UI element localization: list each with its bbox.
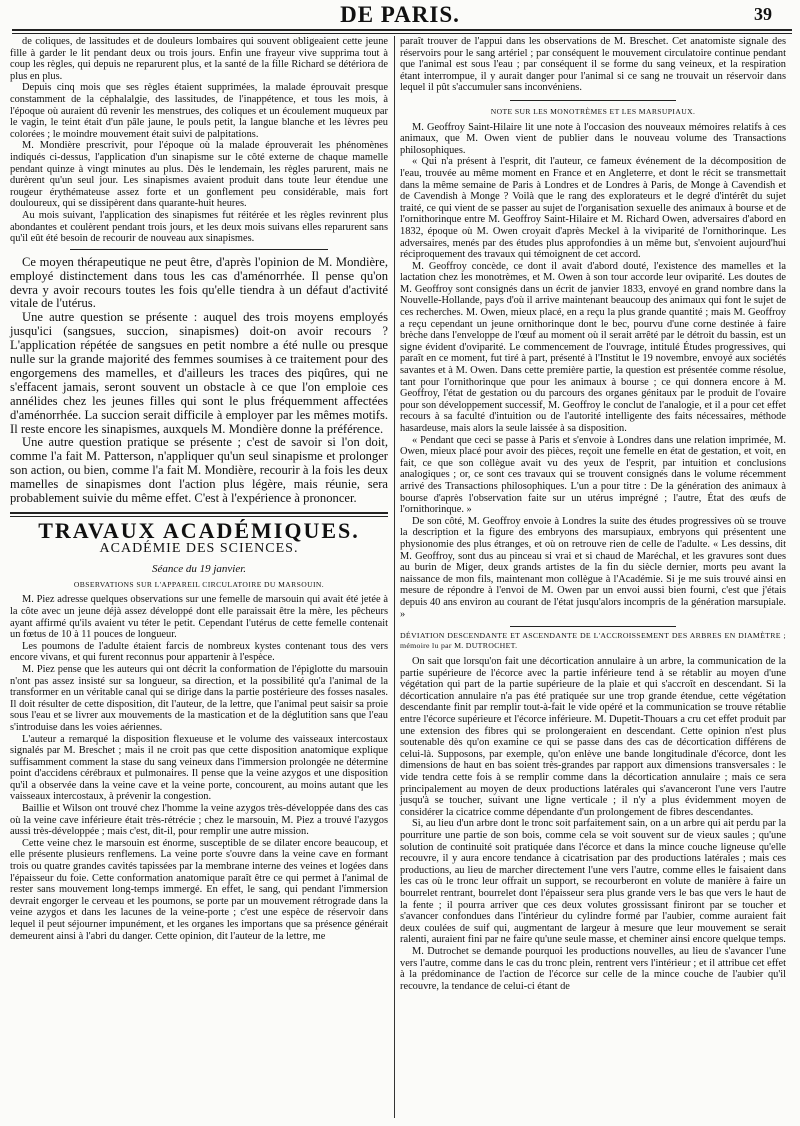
paragraph: De son côté, M. Geoffroy envoie à Londres la suite des études progressives où se trouve la description et la figure des embryons des marsupiaux, embryons qui présentent une physionomie des plus étranges, et où on retrouve rien de celle de l'adulte. « Les dessins, dit M. Geoffroy, sont dus au pinceau si vrai et si chaud de Maréchal, et les gravures sont dues au burin de Miger, deux grands artistes de la fin du siècle dernier, morts peu avant la naissance de mon fils, maintenant mon collègue à l'Académie. Si je me suis trouvé ainsi en mesure de répondre à l'envoi de M. Owen par un envoi aussi bien fourni, c'est que j'étais depuis 40 ans environ au courant de l'état jusqu'alors incompris de la génération marsupiale. » xyxy=(400,515,786,620)
paragraph: L'auteur a remarqué la disposition flexueuse et le volume des vaisseaux intercostaux signalés par M. Breschet ; mais il ne croit pas que cette disposition anatomique explique suffisamment comment la stase du sang veineux dans l'immersion prolongée ne détermine point d'accidens cérébraux et pulmonaires. Il pense que la veine azygos et une disposition qu'il a observée dans la veine cave et la veine porte, concourent, au moins autant que les vaisseaux intercostaux, à prévenir la congestion. xyxy=(10,733,388,803)
paragraph: « Pendant que ceci se passe à Paris et s'envoie à Londres dans une relation imprimée, M. Owen, mieux placé pour avoir des pièces, reçoit une femelle en état de gestation, et voit, en fait, ce que son collègue avait vu des yeux de l'esprit, par intuition et conclusions analogiques ; or, ce sont ces travaux qui se trouvent consignés dans le volume récemment arrivé des Transactions philosophiques. L'un a pour titre : De la génération des animaux à bourse d'après l'observation faite sur un utérus imprégné ; l'autre, État des œufs de l'ornithorinque. » xyxy=(400,434,786,516)
paragraph: Une autre question se présente : auquel des trois moyens employés jusqu'ici (sangsues, succion, sinapismes) doit-on avoir recours ? L'application répétée de sangsues en petit nombre a été nulle ou presque nulle sur la grande majorité des femmes soumises à ce traitement pour des engorgemens des mamelles, et d'ailleurs les traces des piqûres, qui ne s'effacent jamais, seront souvent un obstacle à ce que l'on emploie ces annélides chez les jeunes filles qui sont le plus fréquemment affectées d'aménorrhée. La succion serait difficile à employer par les mêmes motifs. Il reste encore les sinapismes, auxquels M. Mondière donne la préférence. xyxy=(10,310,388,436)
paragraph: de coliques, de lassitudes et de douleurs lombaires qui souvent obligeaient cette jeune fille à garder le lit pendant deux ou trois jours. Enfin une frayeur vive supprima tout à coup les règles, qui depuis ne reparurent plus, et la santé de la fille Richard se détériora de plus en plus. xyxy=(10,36,388,82)
paragraph: M. Geoffroy Saint-Hilaire lit une note à l'occasion des nouveaux mémoires relatifs à ces animaux, que M. Owen vient de publier dans le nouveau volume des Transactions philosophiques. xyxy=(400,121,786,156)
header-rule xyxy=(12,29,792,31)
paragraph: Les poumons de l'adulte étaient farcis de nombreux kystes contenant tous des vers encore vivans, et qui furent reconnus pour appartenir à l'espèce. xyxy=(10,640,388,664)
section-rule xyxy=(10,512,388,514)
paragraph: Baillie et Wilson ont trouvé chez l'homme la veine azygos très-développée dans des cas où la veine cave inférieure était très-rétrécie ; chez le marsouin, M. Piez a trouvé l'azygos aussi très-développée ; mais c'est, dit-il, pour remplir une autre mission. xyxy=(10,803,388,838)
paragraph: paraît trouver de l'appui dans les observations de M. Breschet. Cet anatomiste signale des réservoirs pour le sang artériel ; par conséquent le mouvement circulatoire continue pendant que l'animal est sous l'eau ; par conséquent il se forme du sang veineux, et la respiration étant interrompue, il y aurait danger pour l'animal si ce sang ne trouvait un réservoir dans lequel il pût s'accumuler sans inconvéniens. xyxy=(400,36,786,94)
paragraph: Au mois suivant, l'application des sinapismes fut réitérée et les règles revinrent plus abondantes et coulèrent pendant trois jours, et les deux mois suivans elles reparurent sans qu'il eût été besoin de recourir de nouveau aux sinapismes. xyxy=(10,209,388,245)
paragraph: Si, au lieu d'un arbre dont le tronc soit parfaitement sain, on a un arbre qui ait perdu par la pourriture une partie de son bois, comme cela se voit souvent sur de vieux saules ; qu'une solution de continuité soit pratiquée dans l'écorce et dans la mince couche ligneuse qu'elle recouvre, il y aura encore tendance à cicatrisation par des productions latérales ; mais ces productions, au lieu de marcher directement l'une vers l'autre, comme elles le faisaient dans les cas où le tronc leur offrait un support, se recourberont en volute de manière à faire un bourrelet rentrant, bourrelet dont l'épaisseur sera plus grande vers le bas que vers le haut de la fente ; il pourra arriver que ces deux volutes grossissant finiront par se toucher et s'avancer confondues dans l'intérieur du cylindre formé par l'aubier, comme auraient fait deux coulées de suif qui, augmentant de largeur à mesure que leur mouvement se serait ralenti, auraient fini par ne faire qu'une seule masse, et cheminer ainsi encore quelque temps. xyxy=(400,818,786,946)
section-separator xyxy=(510,626,676,627)
paragraph: M. Mondière prescrivit, pour l'époque où la malade éprouverait les phénomènes indiqués ci-dessus, l'application d'un sinapisme sur le côté externe de chaque mamelle pendant quinze à vingt minutes au plus. Dès le lendemain, les règles parurent, mais ne durèrent qu'un seul jour. Les sinapismes avaient produit dans toute leur étendue une rougeur érythémateuse assez forte et un gonflement peu considérable, mais fort douloureux, qui se dissipèrent dans quarante-huit heures. xyxy=(10,140,388,210)
paragraph: Depuis cinq mois que ses règles étaient supprimées, la malade éprouvait presque constamment de la céphalalgie, des lassitudes, de l'inappétence, et tous les mois, à l'époque où auraient dû revenir les menstrues, des coliques et un écoulement muqueux par le vagin, le teint était d'un pâle jaune, le pouls petit, la langue blanche et les lèvres peu colorées ; le moindre mouvement était suivi de palpitations. xyxy=(10,82,388,140)
page-header xyxy=(10,0,790,30)
paragraph: « Qui n'a présent à l'esprit, dit l'auteur, ce fameux événement de la décomposition de l'eau, trouvée au même moment en France et en Angleterre, et dont le récit se transmettait dans la même semaine de Paris à Londres et de Londres à Paris, de Monge à Cavendish et de Cavendish à Monge ? Voilà que le rang des explorateurs et le degré d'intérêt du sujet traité, ce qui vient de se passer au sujet de l'organisation sexuelle des animaux à bourse et de l'ornithorinque entre M. Geoffroy Saint-Hilaire et M. Richard Owen, adversaires d'abord en 1832, époque où M. Owen croyait d'après Meckel à la viviparité de l'ornithorinque. Les adversaires, menés par des études plus approfondies à un même but, s'envoient aujourd'hui réciproquement des travaux qui témoignent de cet accord. xyxy=(400,156,786,261)
paragraph: M. Piez adresse quelques observations sur une femelle de marsouin qui avait été jetée à la côte avec un jeune déjà assez développé dont elle paraissait être la mère, les pêcheurs ayant affirmé qu'ils avaient vu téter le petit. Cependant l'utérus de cette femelle contenait un fœtus de 10 à 11 pouces de longueur. xyxy=(10,594,388,641)
section-separator xyxy=(70,249,328,250)
header-rule-thin xyxy=(12,33,792,34)
section-rule-thin xyxy=(10,516,388,517)
section-separator xyxy=(510,100,676,101)
large-text-block xyxy=(10,256,388,506)
right-column xyxy=(400,36,786,992)
paragraph: Cette veine chez le marsouin est énorme, susceptible de se dilater encore beaucoup, et elle présente plusieurs renflemens. La veine porte s'ouvre dans la veine cave en formant trois ou quatre grandes cavités tapissées par la membrane interne des veines et logées dans l'épaisseur du foie. Cette conformation anatomique paraît être ce qui permet à l'animal de rester sans mouvement long-temps immergé. En effet, le sang, qui pendant l'immersion devrait engorger le cerveau et les poumons, se porte par un mouvement rétrograde dans la veine azygos et dans les lacunes de la veine-porte ; c'est une espèce de réservoir dans lequel il peut séjourner impunément, et les organes les importans que sa présence générait demeurent ainsi à l'abri du danger. Cette opinion, dit l'auteur de la lettre, me xyxy=(10,837,388,942)
paragraph: M. Geoffroy concède, ce dont il avait d'abord douté, l'existence des mamelles et la lactation chez les monotrèmes, et M. Owen à son tour accorde leur oviparité. Les doutes de M. Geoffroy sont consignés dans un écrit de janvier 1833, envoyé en grand nombre dans la Nouvelle-Hollande, pays d'où il arrive maintenant beaucoup des animaux qui font le sujet de ces recherches. M. Owen, mieux placé, en a reçu la plus grande quantité ; mais M. Geoffroy a reçu cependant un jeune ornithorinque dont le bec, pourvu d'une corne destinée à faire brèche dans l'enveloppe de l'œuf au moment où il serait arrêté par le détroit du bassin, est un signe évident d'oviparité. Le commencement de l'ouvrage, intitulé Études progressives, qui paraît en ce moment, fut tiré à part, présenté à l'Institut le 19 novembre, envoyé aux sociétés savantes et à M. Owen. Dans cette première partie, la question est présentée comme résolue, tant pour l'ornithorinque que pour les animaux à bourse ; ce qui donnera encore à M. Geoffroy, l'état de gestation ou du parcours des organes génitaux par le produit de l'ovaire pour son développement successif, M. Geoffroy le conclut de l'analogie, et il a pour cet effet recours à sa faculté d'intuition ou de l'autorité intelligente des faits nécessaires, méthode hasardeuse, mais alors la seule laissée à sa disposition. xyxy=(400,260,786,434)
paragraph: M. Piez pense que les auteurs qui ont décrit la conformation de l'épiglotte du marsouin n'ont pas assez insisté sur sa longueur, sa direction, et la possibilité qu'a l'animal de la transformer en un véritable canal qui se dirige dans la partie postérieure des fosses nasales. Il doit résulter de cette disposition, dit l'auteur, de la lettre, que l'animal peut saisir sa proie sous l'eau et se livrer aux mouvements de la mastication et de la déglutition sans que l'eau s'introduise dans les voies aériennes. xyxy=(10,663,388,733)
article-heading: NOTE SUR LES MONOTRÈMES ET LES MARSUPIAUX. xyxy=(490,106,696,116)
page-number: 39 xyxy=(754,4,772,24)
session-date: Séance du 19 janvier. xyxy=(151,563,247,576)
paragraph: M. Dutrochet se demande pourquoi les productions nouvelles, au lieu de s'avancer l'une vers l'autre, comme dans le cas du tronc plein, rentrent vers l'intérieur ; et il attribue cet effet à la prédominance de l'action de l'écorce sur celle de la mince couche de l'aubier qu'il recouvre, la tendance de celui-ci étant de xyxy=(400,945,786,992)
section-subtitle: ACADÉMIE DES SCIENCES. xyxy=(99,540,299,556)
page-title: DE PARIS. xyxy=(340,2,460,27)
column-divider xyxy=(394,36,395,1118)
paragraph: Ce moyen thérapeutique ne peut être, d'après l'opinion de M. Mondière, employé distinctement dans tous les cas d'aménorrhée. Il pense qu'on devra y avoir recours toutes les fois qu'elle tiendra à un défaut d'activité vitale de l'utérus. xyxy=(10,254,388,311)
section-title: TRAVAUX ACADÉMIQUES. xyxy=(38,518,360,543)
left-column xyxy=(10,36,388,942)
article-heading: OBSERVATIONS SUR L'APPAREIL CIRCULATOIRE DU MARSOUIN. xyxy=(73,579,325,589)
article-heading: DÉVIATION DESCENDANTE ET ASCENDANTE DE L'ACCROISSEMENT DES ARBRES EN DIAMÈTRE ; mémoire lu par M. DUTROCHET. xyxy=(400,631,786,651)
paragraph: Une autre question pratique se présente ; c'est de savoir si l'on doit, comme l'a fait M. Patterson, n'appliquer qu'un seul sinapisme et prolonger son action, ou bien, comme l'a fait M. Mondière, recourir à la fois les deux mamelles de sinapismes dont l'action plus légère, mais réunie, sera probablement suivie du même effet. C'est à l'expérience à prononcer. xyxy=(10,435,388,506)
paragraph: On sait que lorsqu'on fait une décortication annulaire à un arbre, la communication de la partie supérieure de l'écorce avec la partie inférieure tend à se rétablir au moyen d'une végétation qui part de la partie supérieure de la plaie et qui s'accroît en descendant. Si la décortication annulaire n'a pas été pratiquée sur une trop grande étendue, cette végétation descendante finit par remplir tout-à-fait le vide opéré et la communication se trouve rétablie entre l'écorce supérieure et l'écorce inférieure. M. Dupetit-Thouars a cru cet effet produit par une extension des fibres qui se prolongeraient en descendant. Cette opinion n'est plus soutenable dès qu'on examine ce qui se passe dans des cas de décortication différens de celui-là. Supposons, par exemple, qu'on enlève une bande longitudinale d'écorce, dont les dimensions de haut en bas soient très-grandes par rapport aux dimensions transversales : le vide tendra cette fois à se remplir comme dans la décortication annulaire ; mais ce sera principalement au moyen de deux productions latérales qui s'avanceront l'une vers l'autre jusqu'à se toucher, suivant une ligne verticale ; il n'y a plus évidemment moyen de considérer la cicatrice comme dépendante d'un prolongement de fibres descendantes. xyxy=(400,656,786,818)
